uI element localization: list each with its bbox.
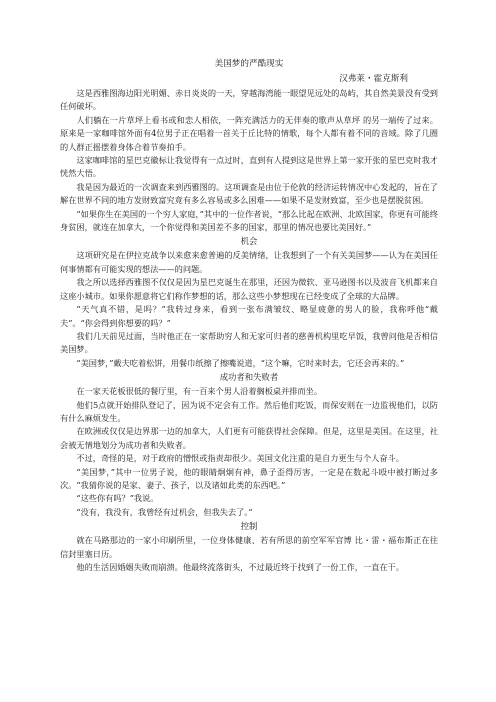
article-author: 汉弗莱・霍克斯利 — [339, 74, 408, 84]
paragraph: 他的生活因婚姻失败而崩溃。他最终流落街头，不过最近终于找到了一份工作，一直在干。 — [76, 562, 404, 572]
paragraph: 在欧洲或仅仅是边界那一边的加拿大，人们更有可能获得社会保障。但是，这里是美国。在这里，社会被无情地划分为成功者和失败者。 — [60, 426, 438, 450]
paragraph: “天气真不错，是吗？”我转过身来，看到一张布满皱纹、略显疲惫的男人的脸，我称呼他“戴夫”。“你会得到你想要的吗？” — [60, 304, 438, 328]
paragraph: 人们躺在一片草坪上看书或和恋人相依，一阵充满活力的无伴奏的歌声从草坪 的另一端传了过来。原来是一家咖啡馆外面有4位男子正在唱着一首关于丘比特的情歌，每个人都有着不同的音域。除了几圈的人群正摇摆着身体合着节奏拍手。 — [60, 114, 438, 152]
paragraph: 我们几天前见过面，当时他正在一家帮助穷人和无家可归者的慈善机构里吃早饭，我曾问他是否相信美国梦。 — [60, 330, 438, 355]
section-heading: 成功者和失败者 — [219, 372, 279, 383]
article-title: 美国梦的严酷现实 — [214, 59, 284, 69]
paragraph: 这是西雅图海边阳光明媚、赤日炎炎的一天，穿越海湾能一眼望见远处的岛屿，其自然美景没有受到任何破坏。 — [60, 88, 438, 112]
paragraph: 这项研究是在伊拉克战争以来愈来愈普遍的反美情绪，让我想到了一个有关美国梦——认为在美国任何事情都有可能实现的想法——的问题。 — [60, 250, 438, 274]
paragraph: 我之所以选择西雅图不仅仅是因为星巴克诞生在那里，还因为微软、亚马逊图书以及波音飞机都来自这座小城市。如果你愿意将它们称作梦想的话，那么这些小梦想现在已经变成了全球的大品牌。 — [60, 277, 438, 301]
section-heading: 控制 — [240, 521, 258, 532]
paragraph: 他们5点就开始排队登记了，因为说不定会有工作。然后他们吃饭，而保安则在一边监视他们，以防有什么麻烦发生。 — [60, 399, 438, 423]
paragraph: 就在马路那边的一家小印刷所里，一位身体健康、若有所思的前空军军官博 比・雷・福布斯正在往信封里塞日历。 — [60, 535, 438, 559]
paragraph: “美国梦，”其中一位男子说，他的眼睛炯炯有神，鼻子歪得厉害，一定是在数起斗殴中被打断过多次。“我猜你说的是家、妻子、孩子，以及诸如此类的东西吧。” — [60, 466, 438, 490]
paragraph: “如果你生在美国的一个穷人家庭，”其中的一位作者说，“那么比起在欧洲、北欧国家，你更有可能终身贫困，就连在加拿大，一个你觉得和美国差不多的国家，那里的情况也要比美国好。” — [60, 208, 438, 233]
paragraph: 我是因为最近的一次调查来到西雅图的。这项调查是由位于伦敦的经济运转情况中心发起的，旨在了解在世界不同的地方发财致富究竟有多么容易或多么困难——如果不是发财致富，至少也是摆脱贫困。 — [60, 181, 438, 206]
paragraph: “美国梦，”戴夫吃着松饼，用餐巾纸擦了擦嘴说道，“这个嘛，它时来时去，它还会再来的。” — [76, 357, 405, 368]
paragraph: 在一家天花板很低的餐厅里，有一百来个男人沿着搁板桌并排而坐。 — [76, 386, 323, 397]
paragraph: “没有，我没有，我曾经有过机会，但我失去了。” — [76, 506, 253, 517]
paragraph: “这些你有吗？”我说。 — [76, 493, 159, 504]
paragraph: 这家咖啡馆的星巴克徽标让我觉得有一点过时，直到有人提到这是世界上第一家开张的星巴克时我才恍然大悟。 — [60, 155, 438, 179]
paragraph: 不过，奇怪的是，对于政府的憎恨或指责却很少。美国文化注重的是自力更生与个人奋斗。 — [76, 453, 404, 464]
section-heading: 机会 — [240, 236, 258, 247]
